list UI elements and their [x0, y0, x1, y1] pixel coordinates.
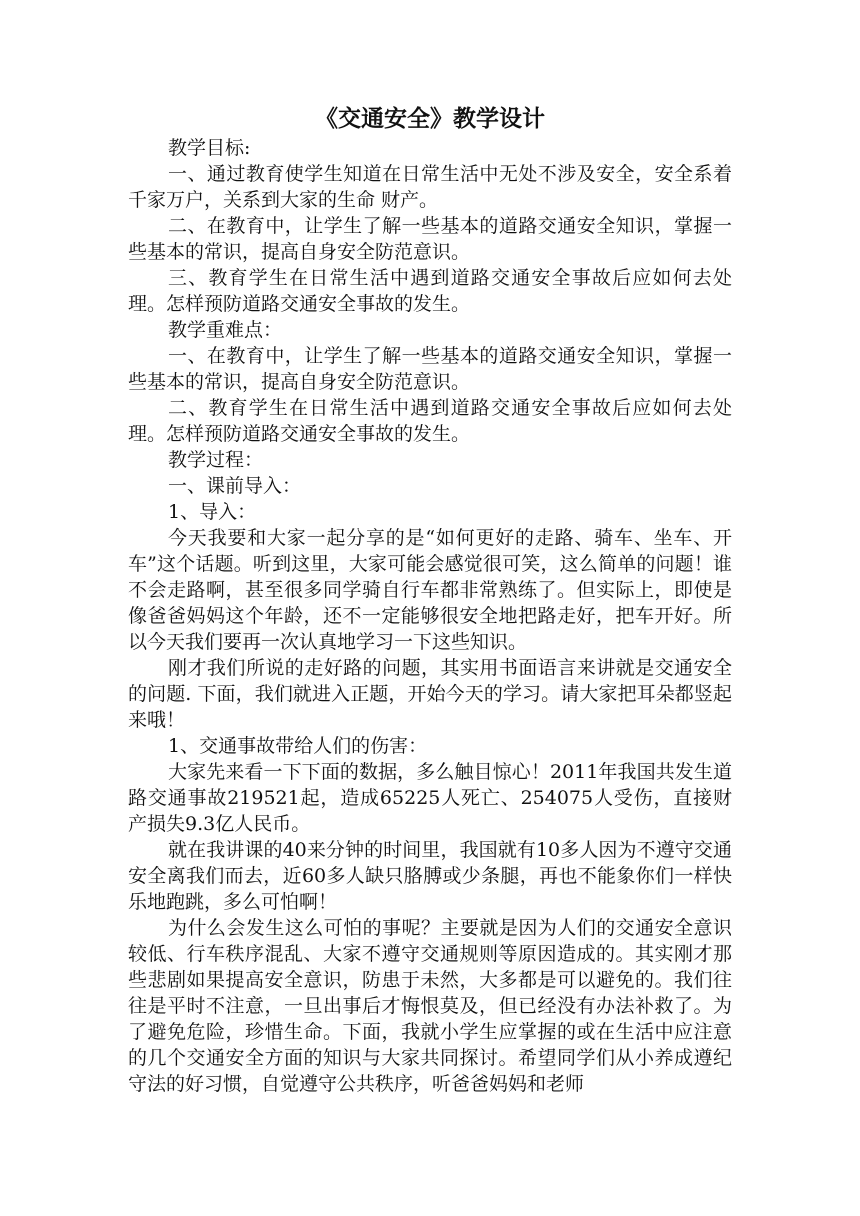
paragraph-section-intro-heading: 一、课前导入： [168, 475, 302, 497]
paragraph-goal-2: 二、在教育中，让学生了解一些基本的道路交通安全知识，掌握一些基本的常识，提高自身安全防范意识。 [128, 215, 732, 263]
paragraph-goal-1: 一、通过教育使学生知道在日常生活中无处不涉及安全，安全系着千家万户，关系到大家的生命 财产。 [128, 163, 732, 211]
paragraph-goal-3: 三、教育学生在日常生活中遇到道路交通安全事故后应如何去处理。怎样预防道路交通安全事故的发生。 [128, 267, 732, 315]
document-title: 《交通安全》教学设计 [315, 105, 545, 132]
paragraph-transition: 刚才我们所说的走好路的问题，其实用书面语言来讲就是交通安全的问题. 下面，我们就进入正题，开始今天的学习。请大家把耳朵都竖起来哦！ [128, 657, 732, 731]
paragraph-lead-in-heading: 1、导入： [168, 501, 257, 523]
paragraph-causes: 为什么会发生这么可怕的事呢？主要就是因为人们的交通安全意识较低、行车秩序混乱、大家不遵守交通规则等原因造成的。其实刚才那些悲剧如果提高安全意识，防患于未然，大多都是可以避免的。我们往往是平时不注意，一旦出事后才悔恨莫及，但已经没有办法补救了。为了避免危险，珍惜生命。下面，我就小学生应掌握的或在生活中应注意的几个交通安全方面的知识与大家共同探讨。希望同学们从小养成遵纪守法的好习惯，自觉遵守公共秩序，听爸爸妈妈和老师 [128, 917, 732, 1095]
paragraph-statistics: 大家先来看一下下面的数据，多么触目惊心！2011年我国共发生道路交通事故219521起，造成65225人死亡、254075人受伤，直接财产损失9.3亿人民币。 [128, 761, 732, 835]
paragraph-process-heading: 教学过程： [168, 449, 264, 471]
paragraph-key-point-1: 一、在教育中，让学生了解一些基本的道路交通安全知识，掌握一些基本的常识，提高自身安全防范意识。 [128, 345, 732, 393]
paragraph-teaching-goals-heading: 教学目标: [168, 137, 251, 159]
paragraph-key-point-2: 二、教育学生在日常生活中遇到道路交通安全事故后应如何去处理。怎样预防道路交通安全事故的发生。 [128, 397, 732, 445]
paragraph-key-points-heading: 教学重难点： [168, 319, 283, 341]
paragraph-harm-heading: 1、交通事故带给人们的伤害： [168, 735, 428, 757]
paragraph-lesson-minutes: 就在我讲课的40来分钟的时间里，我国就有10多人因为不遵守交通安全离我们而去，近60多人缺只胳膊或少条腿，再也不能象你们一样快乐地跑跳，多么可怕啊！ [128, 839, 732, 913]
paragraph-lead-in-text: 今天我要和大家一起分享的是“如何更好的走路、骑车、坐车、开车”这个话题。听到这里，大家可能会感觉很可笑，这么简单的问题！谁不会走路啊，甚至很多同学骑自行车都非常熟练了。但实际上，即使是像爸爸妈妈这个年龄，还不一定能够很安全地把路走好，把车开好。所以今天我们要再一次认真地学习一下这些知识。 [128, 527, 732, 653]
document-body [128, 135, 732, 1097]
